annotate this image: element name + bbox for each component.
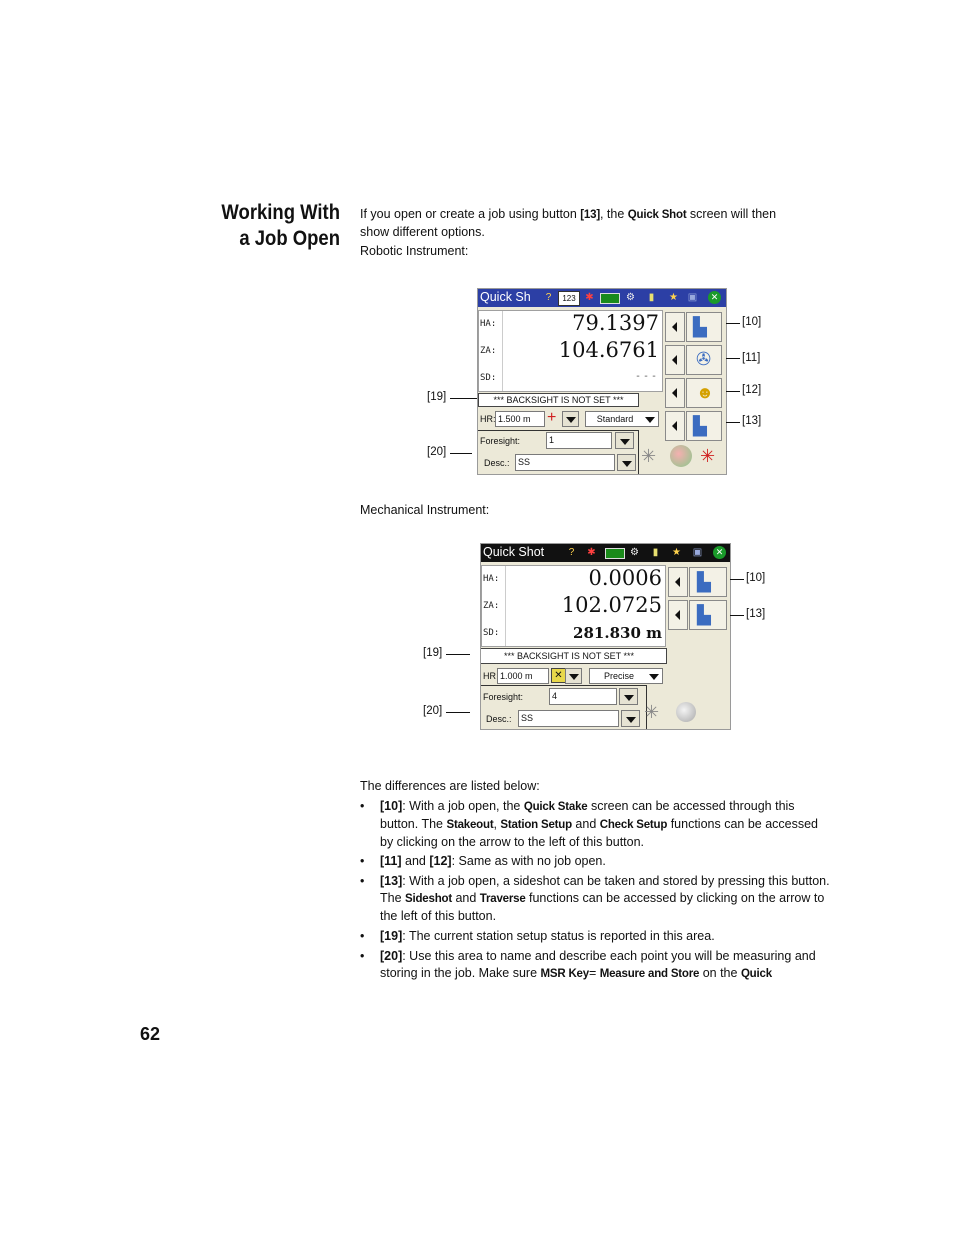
- bullet: •: [360, 929, 365, 943]
- ref-11: [11]: [380, 854, 402, 868]
- list-bold: Quick Stake: [523, 801, 588, 813]
- mode-select-value: Standard: [596, 414, 634, 424]
- desc-label: Desc.:: [484, 458, 510, 468]
- laser-pointer-icon[interactable]: ✳: [644, 702, 660, 722]
- measurement-panel: [478, 310, 663, 392]
- list-item: [360, 853, 830, 870]
- hr-label: HR: [483, 671, 496, 681]
- list-text: =: [588, 966, 600, 980]
- differences-intro: The differences are listed below:: [360, 779, 540, 793]
- ref-20: [20]: [380, 949, 403, 963]
- foresight-input[interactable]: 4: [549, 688, 617, 705]
- callout-11: [11]: [742, 352, 761, 364]
- laser-pointer-icon[interactable]: ✳: [641, 446, 657, 466]
- callout-19: [19]: [427, 391, 447, 403]
- mechanical-label: Mechanical Instrument:: [360, 503, 490, 517]
- bullet: •: [360, 799, 365, 813]
- list-text: functions can be accessed by clicking on the arrow to the left of this button.: [380, 817, 819, 849]
- list-text: : Same as with no job open.: [451, 854, 606, 868]
- stakeout-arrow-button[interactable]: [668, 567, 688, 597]
- measurement-panel: [481, 565, 666, 647]
- list-text: on the: [699, 966, 741, 980]
- list-text: and: [571, 817, 600, 831]
- foresight-label: Foresight:: [483, 692, 524, 702]
- callout-13: [13]: [742, 415, 762, 427]
- stakeout-arrow-button[interactable]: [665, 312, 685, 342]
- ha-label: HA:: [483, 574, 500, 584]
- laser-icon[interactable]: ✱: [587, 547, 596, 558]
- robotic-label: Robotic Instrument:: [360, 244, 469, 258]
- list-bold: Quick: [740, 968, 772, 980]
- list-bold: Stakeout: [446, 819, 494, 831]
- list-item: [360, 928, 830, 945]
- star-icon[interactable]: ★: [669, 292, 678, 303]
- close-icon[interactable]: ✕: [708, 291, 721, 304]
- bullet: •: [360, 874, 365, 888]
- laser-icon[interactable]: ✱: [585, 292, 594, 303]
- list-text: : With a job open, the: [402, 799, 524, 813]
- foresight-dropdown-button[interactable]: [615, 432, 634, 449]
- intro-paragraph: [360, 206, 830, 241]
- list-text: ,: [493, 817, 501, 831]
- intro-bold: Quick Shot: [627, 209, 687, 221]
- list-text: functions can be accessed by clicking on the arrow to the left of this button.: [380, 891, 825, 923]
- intro-text: show different options.: [360, 225, 485, 239]
- ref-10: [10]: [380, 799, 403, 813]
- hr-label: HR:: [480, 414, 496, 424]
- list-bold: Check Setup: [599, 819, 668, 831]
- sd-label: SD:: [480, 373, 497, 383]
- list-text: screen can be accessed through this button. The: [380, 799, 795, 831]
- list-text: and: [401, 854, 430, 868]
- sideshot-icon: ▙: [697, 605, 711, 625]
- za-label: ZA:: [483, 601, 500, 611]
- map-icon[interactable]: ▣: [692, 547, 703, 558]
- list-bold: Traverse: [479, 893, 526, 905]
- intro-text: , the: [599, 207, 628, 221]
- quick-stake-button[interactable]: [686, 312, 722, 342]
- bullet: •: [360, 949, 365, 963]
- ha-label: HA:: [480, 319, 497, 329]
- button-12[interactable]: [686, 378, 722, 408]
- desc-dropdown-button[interactable]: [617, 454, 636, 471]
- sd-value: 281.830 m: [573, 624, 662, 642]
- callout-13: [13]: [746, 608, 766, 620]
- status-light-icon[interactable]: [670, 445, 692, 467]
- list-text: : With a job open, a sideshot can be taken and stored by pressing this button. The: [380, 874, 830, 905]
- section-heading-line1: Working With: [221, 201, 340, 224]
- list-text: : Use this area to name and describe each point you will be measuring and storing in the job. Make sure: [380, 949, 816, 980]
- stake-icon: ▙: [693, 317, 707, 337]
- sideshot-arrow-button[interactable]: [665, 411, 685, 441]
- ha-value: 0.0006: [588, 566, 662, 590]
- help-icon[interactable]: ?: [568, 547, 575, 558]
- battery-icon[interactable]: [600, 293, 620, 304]
- desc-label: Desc.:: [486, 714, 512, 724]
- list-text: and: [451, 891, 480, 905]
- laser-red-icon[interactable]: ✳: [700, 446, 716, 466]
- list-item: [360, 948, 830, 983]
- sd-label: SD:: [483, 628, 500, 638]
- battery-icon[interactable]: [605, 548, 625, 559]
- sd-value: ---: [634, 371, 659, 382]
- title-bar: [481, 544, 730, 562]
- ref-19: [19]: [380, 929, 403, 943]
- search-instrument-icon: ✇: [696, 349, 712, 369]
- button-12-arrow[interactable]: [665, 378, 685, 408]
- counter-icon[interactable]: 123: [558, 291, 580, 306]
- instrument-icon[interactable]: ▮: [648, 292, 655, 303]
- user-icon: ☻: [696, 383, 714, 402]
- callout-20: [20]: [423, 705, 443, 717]
- ha-value: 79.1397: [572, 311, 659, 335]
- hr-dropdown-button[interactable]: [565, 668, 582, 684]
- callout-20: [20]: [427, 446, 447, 458]
- callout-10: [10]: [742, 316, 762, 328]
- section-heading-line2: a Job Open: [239, 227, 340, 250]
- title-bar: [478, 289, 726, 307]
- sideshot-arrow-button[interactable]: [668, 600, 688, 630]
- quick-stake-button[interactable]: [689, 567, 727, 597]
- target-icon[interactable]: +: [547, 409, 557, 426]
- za-label: ZA:: [480, 346, 497, 356]
- hr-input[interactable]: 1.000 m: [497, 668, 549, 684]
- instrument-icon[interactable]: ▮: [652, 547, 659, 558]
- help-icon[interactable]: ?: [545, 292, 552, 303]
- za-value: 102.0725: [561, 593, 662, 617]
- ref-12: [12]: [429, 854, 452, 868]
- hr-dropdown-button[interactable]: [562, 411, 579, 427]
- robotic-screenshot: [477, 288, 727, 475]
- sideshot-icon: ▙: [693, 416, 707, 436]
- callout-10: [10]: [746, 572, 766, 584]
- callout-12: [12]: [742, 384, 762, 396]
- desc-input[interactable]: SS: [518, 710, 619, 727]
- hr-input[interactable]: 1.500 m: [495, 411, 545, 427]
- gear-icon[interactable]: ⚙: [630, 547, 639, 558]
- status-light-icon[interactable]: [676, 702, 696, 722]
- backsight-status: *** BACKSIGHT IS NOT SET ***: [480, 648, 667, 664]
- za-value: 104.6761: [558, 338, 659, 362]
- list-text: : The current station setup status is reported in this area.: [402, 929, 715, 943]
- list-bold: Station Setup: [500, 819, 572, 831]
- sideshot-button[interactable]: [686, 411, 722, 441]
- list-item: [360, 873, 830, 925]
- foresight-input[interactable]: 1: [546, 432, 612, 449]
- page-number: 62: [140, 1024, 161, 1044]
- desc-input[interactable]: SS: [515, 454, 615, 471]
- bullet: •: [360, 854, 365, 868]
- backsight-status: *** BACKSIGHT IS NOT SET ***: [478, 393, 639, 407]
- list-bold: Sideshot: [405, 893, 452, 905]
- map-icon[interactable]: ▣: [687, 292, 698, 303]
- window-title: Quick Sh: [480, 290, 531, 304]
- list-bold: Measure and Store: [599, 968, 700, 980]
- intro-text: screen will then: [686, 207, 777, 221]
- mechanical-screenshot: [480, 543, 731, 730]
- callout-19: [19]: [423, 647, 443, 659]
- foresight-label: Foresight:: [480, 436, 521, 446]
- intro-text: If you open or create a job using button: [360, 207, 581, 221]
- button-11[interactable]: [686, 345, 722, 375]
- ref-13: [13]: [380, 874, 403, 888]
- intro-ref: [13]: [580, 209, 600, 221]
- mode-select-value: Precise: [603, 671, 634, 681]
- list-bold: MSR Key: [540, 968, 589, 980]
- sideshot-button[interactable]: [689, 600, 727, 630]
- window-title: Quick Shot: [483, 545, 545, 559]
- mode-select[interactable]: [585, 411, 659, 427]
- list-item: [360, 798, 830, 851]
- mode-select[interactable]: [589, 668, 663, 684]
- stake-icon: ▙: [697, 572, 711, 592]
- close-icon[interactable]: ✕: [713, 546, 726, 559]
- foresight-dropdown-button[interactable]: [619, 688, 638, 705]
- star-icon[interactable]: ★: [672, 547, 681, 558]
- gear-icon[interactable]: ⚙: [626, 292, 635, 303]
- section-heading: [173, 200, 340, 252]
- button-11-arrow[interactable]: [665, 345, 685, 375]
- prism-icon[interactable]: ✕: [551, 668, 566, 683]
- desc-dropdown-button[interactable]: [621, 710, 640, 727]
